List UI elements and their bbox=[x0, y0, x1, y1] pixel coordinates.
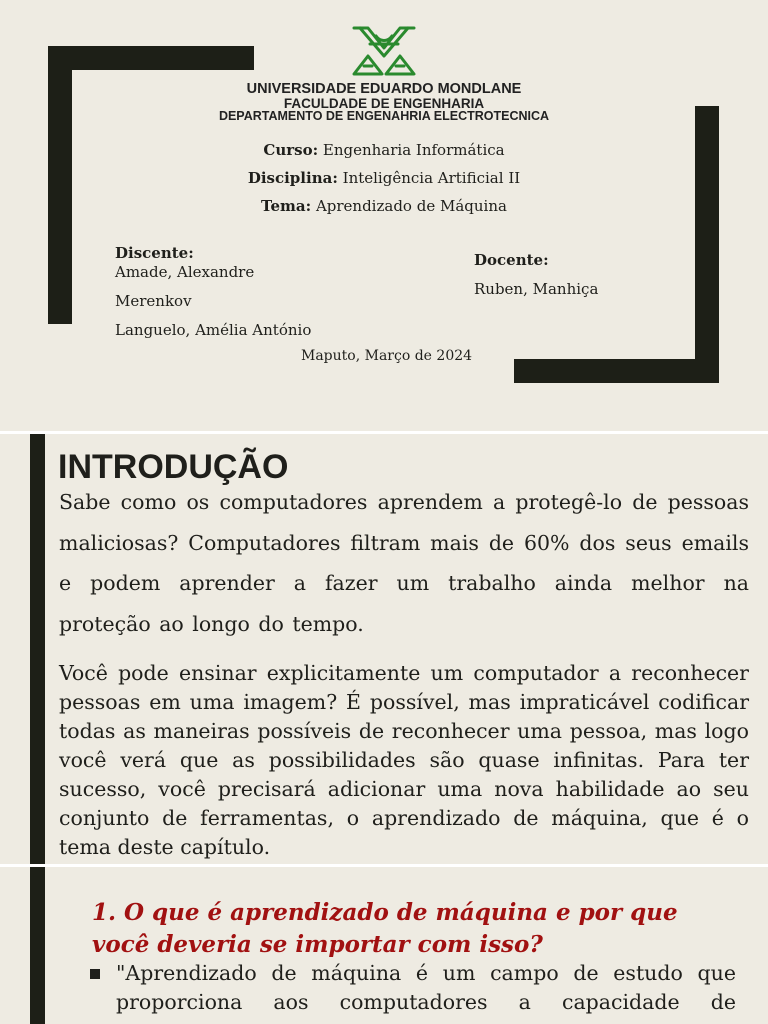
question-slide bbox=[0, 867, 768, 1024]
frame-top-left-horizontal bbox=[48, 46, 254, 70]
university-name: UNIVERSIDADE EDUARDO MONDLANE bbox=[246, 81, 522, 97]
student-name: Languelo, Amélia António bbox=[115, 321, 312, 339]
title-slide bbox=[0, 0, 768, 431]
intro-paragraph: Sabe como os computadores aprendem a protegê-lo de pessoas maliciosas? Computadores filtram mais de 60% dos seus emails e podem aprender a fazer um trabalho ainda melhor na proteção ao longo do tempo. bbox=[59, 490, 749, 636]
introduction-slide bbox=[0, 434, 768, 864]
university-logo bbox=[350, 22, 418, 76]
place-date: Maputo, Março de 2024 bbox=[301, 348, 473, 364]
teacher-name: Ruben, Manhiça bbox=[474, 280, 599, 298]
students-label: Discente: bbox=[115, 244, 194, 262]
slide-title: INTRODUÇÃO bbox=[58, 448, 289, 486]
student-name: Merenkov bbox=[115, 292, 192, 310]
faculty-name: FACULDADE DE ENGENHARIA bbox=[283, 96, 485, 111]
bullet-text: "Aprendizado de máquina é um campo de estudo que proporciona aos computadores a capacidade de bbox=[116, 961, 736, 1014]
department-name: DEPARTAMENTO DE ENGENAHRIA ELECTROTECNICA bbox=[218, 109, 550, 123]
discipline-line bbox=[0, 169, 768, 187]
course-value: Engenharia Informática bbox=[322, 141, 505, 159]
theme-value: Aprendizado de Máquina bbox=[315, 197, 507, 215]
theme-label: Tema: bbox=[261, 197, 312, 215]
teacher-label: Docente: bbox=[474, 251, 549, 269]
frame-bottom-right-horizontal bbox=[514, 359, 719, 383]
discipline-value: Inteligência Artificial II bbox=[342, 169, 521, 187]
bullet-square-icon bbox=[90, 969, 100, 979]
course-label: Curso: bbox=[263, 141, 319, 159]
student-name: Amade, Alexandre bbox=[115, 263, 255, 281]
accent-bar bbox=[30, 434, 45, 864]
course-line bbox=[0, 141, 768, 159]
section-heading: 1. O que é aprendizado de máquina e por que você deveria se importar com isso? bbox=[92, 899, 678, 958]
theme-line bbox=[0, 197, 768, 215]
accent-bar bbox=[30, 867, 45, 1024]
discipline-label: Disciplina: bbox=[247, 169, 338, 187]
intro-paragraph: Você pode ensinar explicitamente um computador a reconhecer pessoas em uma imagem? É possível, mas impraticável codificar todas as maneiras possíveis de reconhecer uma pessoa, mas logo você verá que as possibilidades são quase infinitas. Para ter sucesso, você precisará adicionar uma nova habilidade ao seu conjunto de ferramentas, o aprendizado de máquina, que é o tema deste capítulo. bbox=[59, 661, 749, 859]
